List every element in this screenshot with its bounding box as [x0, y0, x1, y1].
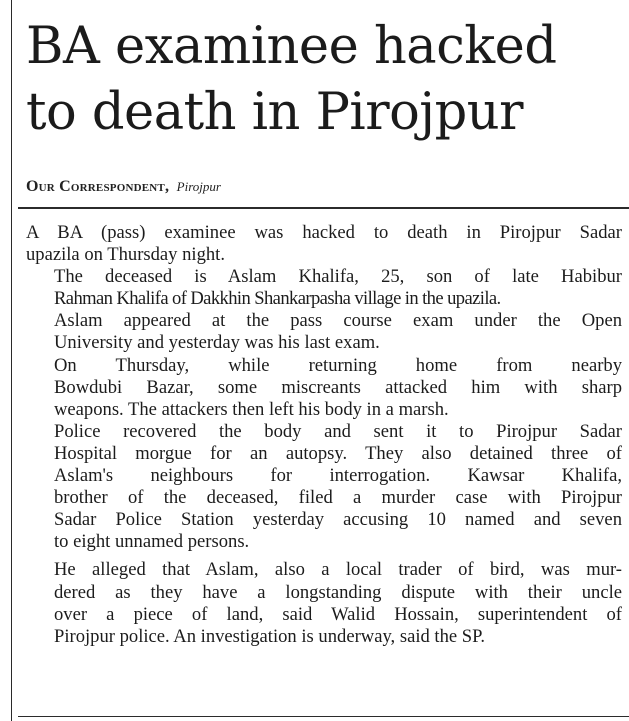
- text-line: Sadar Police Station yesterday accusing 10 named and seven: [54, 509, 622, 531]
- byline-location: Pirojpur: [176, 179, 221, 194]
- column-divider: [11, 0, 12, 721]
- text-line: Rahman Khalifa of Dakkhin Shankarpasha village in the upazila.: [54, 288, 501, 310]
- paragraph: [26, 266, 622, 310]
- text-line: University and yesterday was his last exam.: [54, 332, 380, 354]
- text-line: On Thursday, while returning home from nearby: [54, 354, 622, 376]
- text-line: weapons. The attackers then left his body in a marsh.: [54, 398, 449, 420]
- paragraph: [26, 421, 622, 554]
- text-line: to eight unnamed persons.: [54, 531, 250, 553]
- article-body: [26, 222, 622, 648]
- text-line: over a piece of land, said Walid Hossain, superintendent of: [54, 603, 622, 625]
- text-line: Bowdubi Bazar, some miscreants attacked him with sharp: [54, 376, 622, 398]
- text-line: brother of the deceased, filed a murder case with Pirojpur: [54, 487, 622, 509]
- bottom-rule: [18, 716, 629, 717]
- byline: [26, 178, 221, 196]
- text-line: Aslam appeared at the pass course exam under the Open: [54, 310, 622, 332]
- paragraph: [26, 355, 622, 421]
- paragraph: [26, 559, 622, 647]
- byline-rule: [18, 207, 629, 209]
- text-line: The deceased is Aslam Khalifa, 25, son of late Habibur: [54, 266, 622, 288]
- text-line: He alleged that Aslam, also a local trader of bird, was mur-: [54, 559, 622, 581]
- paragraph: [26, 222, 622, 266]
- headline-line-2: to death in Pirojpur: [26, 83, 523, 142]
- paragraph: [26, 310, 622, 354]
- text-line: dered as they have a longstanding dispute with their uncle: [54, 581, 622, 603]
- text-line: Hospital morgue for an autopsy. They also detained three of: [54, 442, 622, 464]
- headline-line-1: BA examinee hacked: [26, 17, 557, 76]
- text-line: A BA (pass) examinee was hacked to death in Pirojpur Sadar: [26, 222, 622, 243]
- byline-author: Our Correspondent,: [26, 178, 170, 195]
- text-line: Pirojpur police. An investigation is underway, said the SP.: [54, 625, 486, 647]
- text-line: upazila on Thursday night.: [26, 244, 225, 266]
- text-line: Aslam's neighbours for interrogation. Kawsar Khalifa,: [54, 465, 622, 487]
- text-line: Police recovered the body and sent it to Pirojpur Sadar: [54, 420, 622, 442]
- headline: [26, 14, 626, 146]
